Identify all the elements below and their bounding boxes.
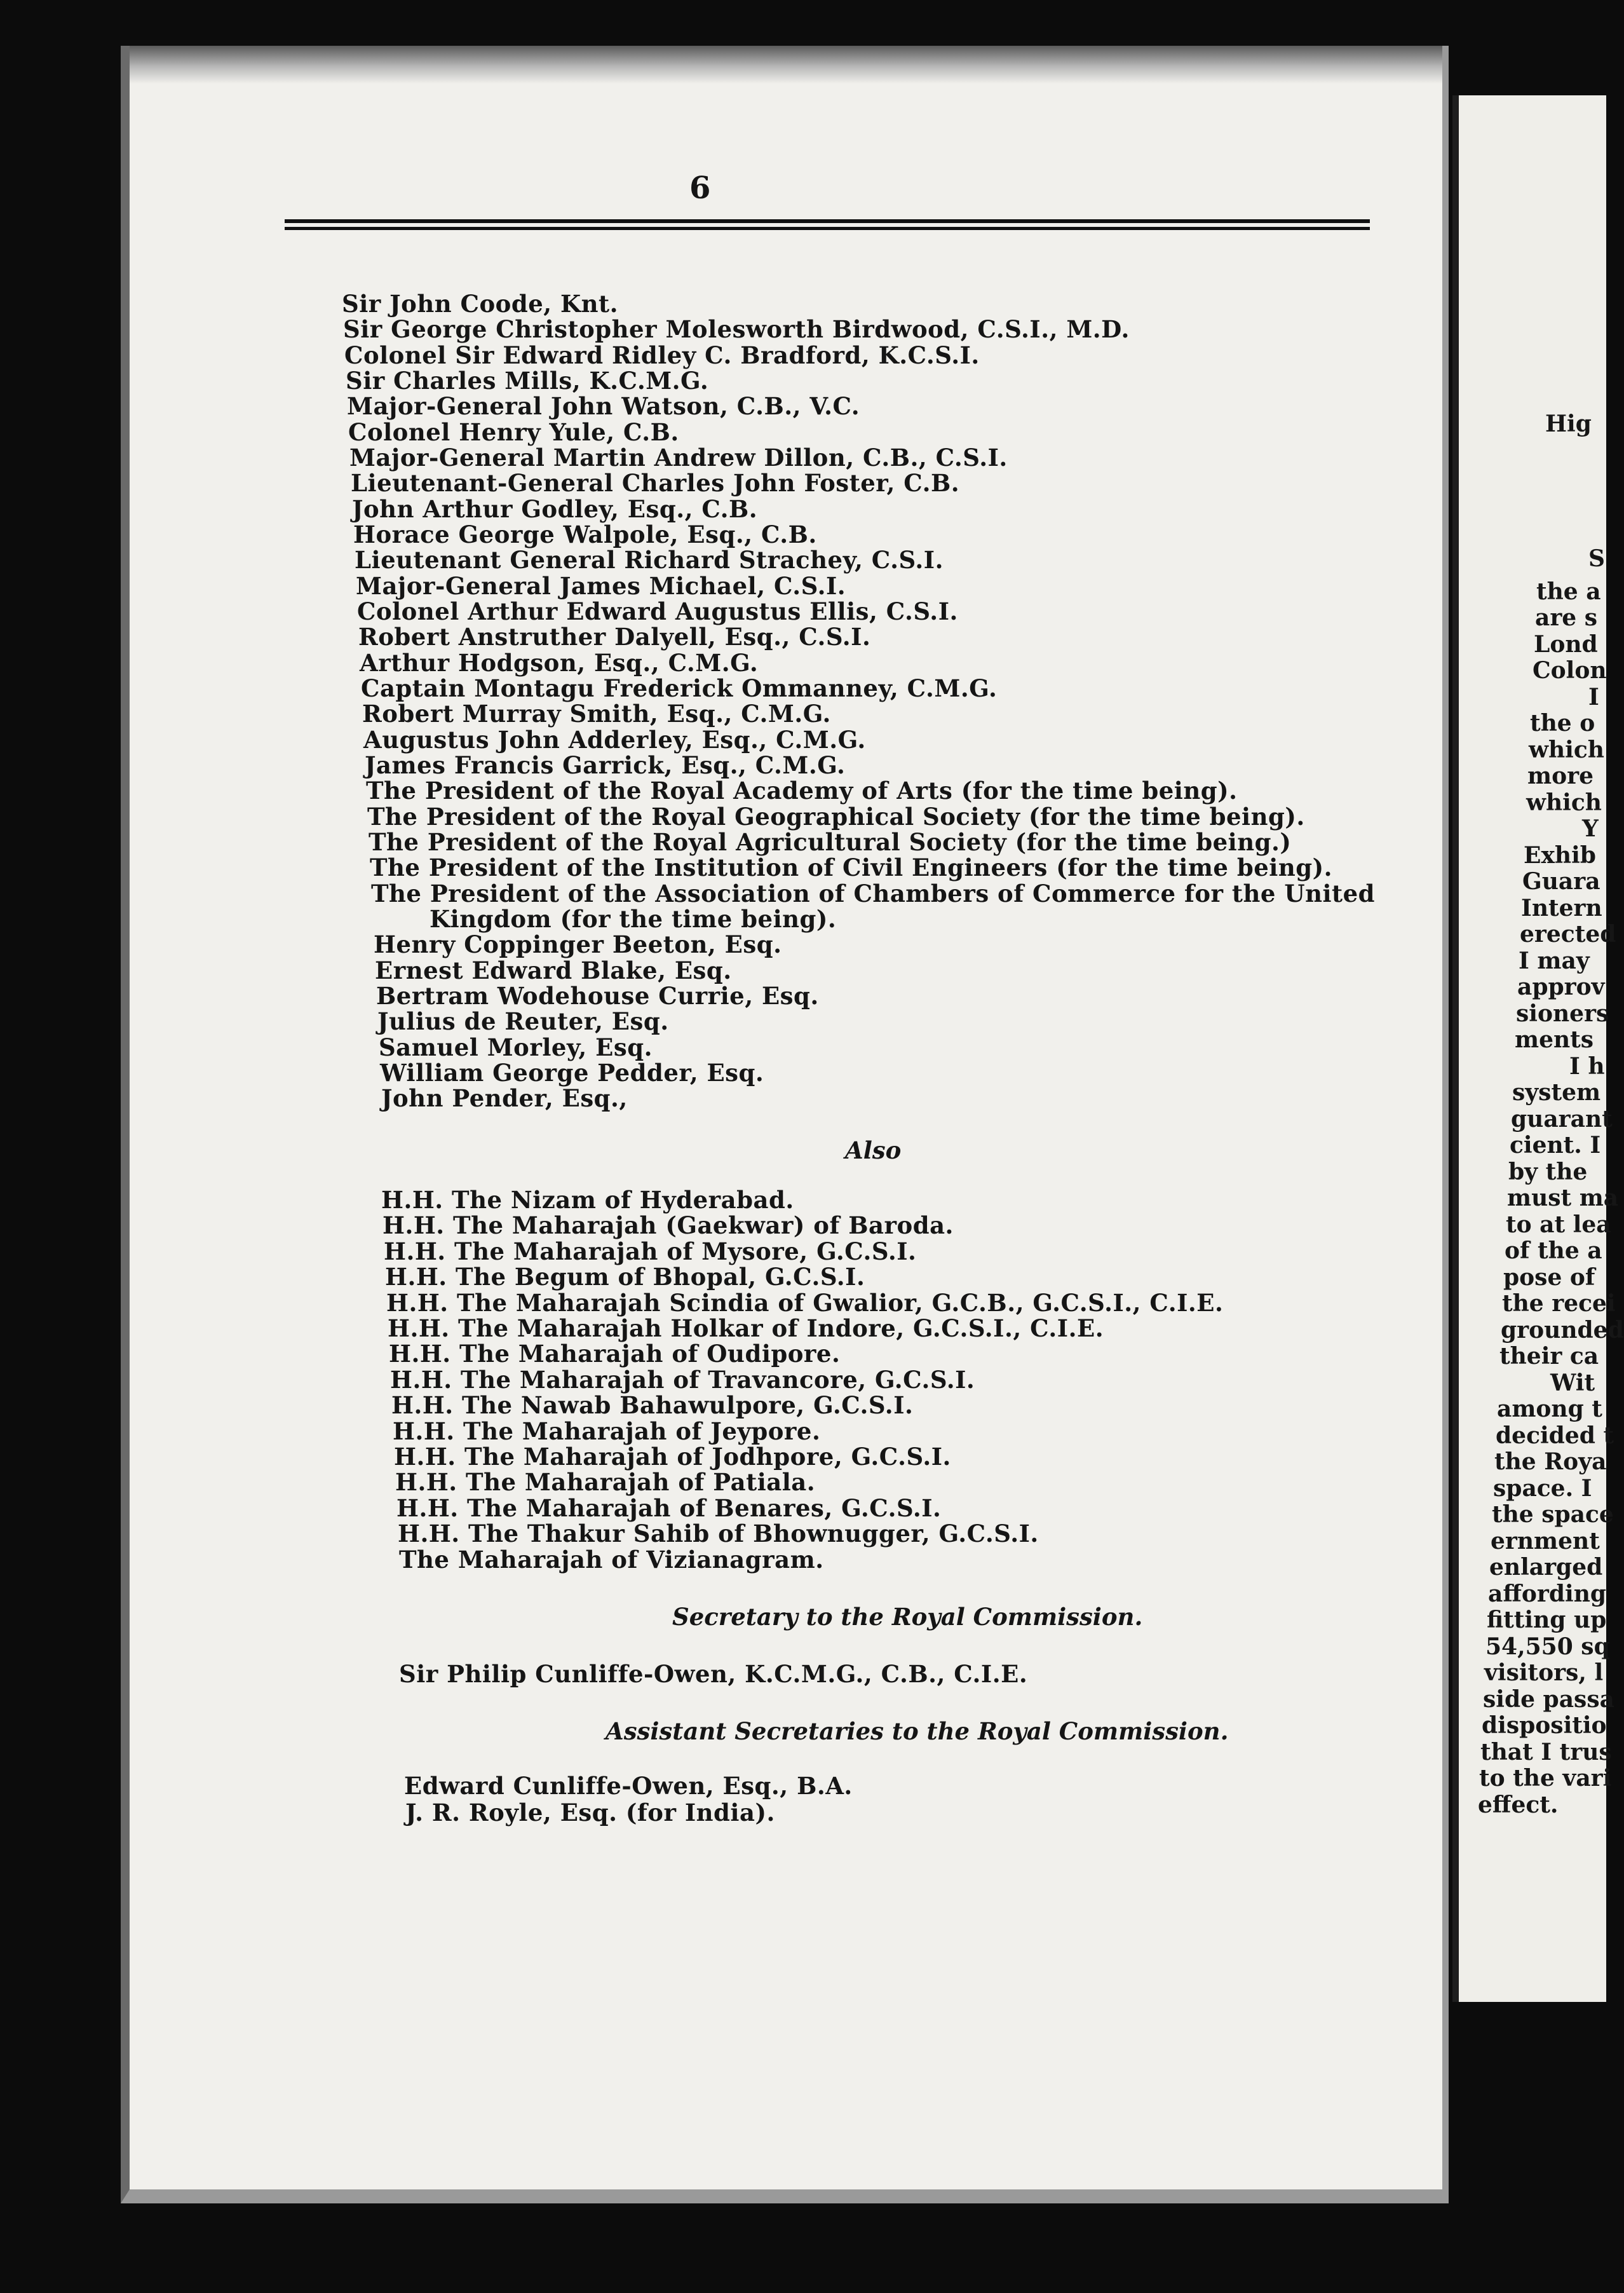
facing-text-fragment: I: [1588, 684, 1599, 711]
assistant-secretary-entry: Edward Cunliffe-Owen, Esq., B.A.: [404, 1772, 853, 1800]
facing-text-fragment: affording: [1488, 1581, 1607, 1607]
facing-text-fragment: fitting up: [1487, 1607, 1607, 1633]
facing-text-fragment: decided t: [1496, 1422, 1614, 1449]
facing-text-fragment: the o: [1530, 710, 1595, 737]
document-page: [121, 46, 1449, 2203]
facing-text-fragment: sioners: [1516, 1000, 1609, 1027]
facing-text-fragment: side passa: [1483, 1686, 1614, 1713]
member-entry: Sir Charles Mills, K.C.M.G.: [346, 367, 709, 395]
facing-text-fragment: guarant: [1511, 1106, 1613, 1133]
ruler-entry: H.H. The Maharajah of Benares, G.C.S.I.: [396, 1494, 942, 1522]
ruler-entry: The Maharajah of Vizianagram.: [399, 1546, 824, 1574]
facing-text-fragment: are s: [1535, 604, 1597, 631]
member-entry: Ernest Edward Blake, Esq.: [375, 956, 732, 984]
ruler-entry: H.H. The Maharajah Scindia of Gwalior, G.C.B., G.C.S.I., C.I.E.: [386, 1289, 1224, 1317]
ruler-entry: H.H. The Maharajah of Oudipore.: [389, 1340, 841, 1368]
secretary-heading: Secretary to the Royal Commission.: [672, 1603, 1143, 1631]
facing-text-fragment: visitors, l: [1484, 1659, 1604, 1686]
facing-text-fragment: I h: [1569, 1053, 1605, 1080]
member-entry: Samuel Morley, Esq.: [379, 1033, 653, 1061]
facing-text-fragment: ernment: [1491, 1528, 1600, 1555]
member-entry: The President of the Royal Geographical Society (for the time being).: [367, 803, 1305, 831]
facing-text-fragment: I may: [1519, 948, 1590, 974]
facing-text-fragment: Guara: [1522, 868, 1600, 895]
facing-text-fragment: to at lea: [1506, 1211, 1611, 1238]
facing-text-fragment: pose of: [1503, 1264, 1595, 1291]
member-entry: Colonel Arthur Edward Augustus Ellis, C.S.I.: [357, 597, 958, 625]
ruler-entry: H.H. The Thakur Sahib of Bhownugger, G.C.S.I.: [398, 1520, 1039, 1548]
facing-text-fragment: to the vari: [1479, 1765, 1612, 1792]
ruler-entry: H.H. The Maharajah of Travancore, G.C.S.I.: [390, 1366, 975, 1394]
facing-text-fragment: must ma: [1507, 1185, 1619, 1211]
facing-text-fragment: Wit: [1550, 1370, 1595, 1396]
member-entry: John Arthur Godley, Esq., C.B.: [352, 495, 758, 523]
member-entry: Major-General James Michael, C.S.I.: [356, 572, 846, 600]
ruler-entry: H.H. The Maharajah of Mysore, G.C.S.I.: [384, 1237, 917, 1265]
facing-text-fragment: which: [1529, 737, 1604, 763]
member-entry: Julius de Reuter, Esq.: [377, 1007, 669, 1035]
member-entry: William George Pedder, Esq.: [380, 1059, 764, 1087]
facing-text-fragment: the recei: [1502, 1290, 1616, 1317]
facing-text-fragment: system: [1512, 1079, 1601, 1106]
facing-text-fragment: effect.: [1478, 1792, 1559, 1818]
member-entry: The President of the Institution of Civil Engineers (for the time being).: [370, 854, 1332, 881]
facing-text-fragment: enlarged: [1489, 1554, 1603, 1581]
ruler-entry: H.H. The Maharajah of Patiala.: [395, 1468, 816, 1496]
member-entry: Captain Montagu Frederick Ommanney, C.M.G.: [361, 674, 998, 702]
facing-text-fragment: the Roya: [1494, 1448, 1607, 1475]
facing-text-fragment: space. I: [1493, 1475, 1592, 1502]
facing-text-fragment: Lond: [1534, 631, 1598, 658]
page-top-shadow: [130, 46, 1442, 84]
ruler-entry: H.H. The Nizam of Hyderabad.: [381, 1186, 794, 1214]
member-entry: Robert Murray Smith, Esq., C.M.G.: [362, 700, 831, 728]
facing-text-fragment: ments: [1515, 1026, 1594, 1053]
facing-text-fragment: Colon: [1533, 657, 1607, 684]
facing-text-fragment: dispositio: [1482, 1712, 1607, 1739]
ruler-entry: H.H. The Maharajah (Gaekwar) of Baroda.: [382, 1211, 954, 1239]
facing-text-fragment: approv: [1517, 974, 1605, 1000]
member-entry: Bertram Wodehouse Currie, Esq.: [376, 982, 819, 1010]
ruler-entry: H.H. The Begum of Bhopal, G.C.S.I.: [385, 1263, 865, 1291]
ruler-entry: H.H. The Maharajah of Jeypore.: [393, 1417, 821, 1445]
facing-text-fragment: grounded: [1501, 1317, 1624, 1344]
member-entry: Kingdom (for the time being).: [430, 905, 837, 933]
member-entry: Augustus John Adderley, Esq., C.M.G.: [363, 726, 866, 754]
member-entry: Major-General John Watson, C.B., V.C.: [347, 392, 860, 420]
member-entry: Arthur Hodgson, Esq., C.M.G.: [360, 649, 759, 677]
facing-text-fragment: erected: [1520, 921, 1616, 948]
assistant-secretary-entry: J. R. Royle, Esq. (for India).: [405, 1799, 775, 1827]
facing-text-fragment: cient. I: [1510, 1132, 1601, 1159]
ruler-entry: H.H. The Nawab Bahawulpore, G.C.S.I.: [391, 1391, 914, 1419]
member-entry: The President of the Royal Academy of Arts (for the time being).: [366, 777, 1238, 805]
facing-text-fragment: Y: [1582, 815, 1599, 842]
member-entry: Sir George Christopher Molesworth Birdwood, C.S.I., M.D.: [343, 315, 1130, 343]
ruler-entry: H.H. The Maharajah of Jodhpore, G.C.S.I.: [394, 1443, 951, 1471]
secretary-name: Sir Philip Cunliffe-Owen, K.C.M.G., C.B., C.I.E.: [399, 1660, 1028, 1688]
facing-text-fragment: 54,550 sq: [1485, 1633, 1610, 1660]
member-entry: Sir John Coode, Knt.: [342, 290, 619, 318]
facing-text-fragment: by the: [1508, 1159, 1588, 1185]
ruler-entry: H.H. The Maharajah Holkar of Indore, G.C.S.I., C.I.E.: [388, 1314, 1104, 1342]
member-entry: The President of the Royal Agricultural Society (for the time being.): [369, 828, 1292, 856]
facing-text-fragment: that I trus: [1480, 1739, 1612, 1766]
facing-text-fragment: more: [1527, 763, 1594, 789]
facing-text-fragment: Hig: [1545, 411, 1592, 437]
header-rule-top: [285, 219, 1370, 223]
member-entry: Lieutenant-General Charles John Foster, C.B.: [351, 469, 960, 497]
member-entry: Major-General Martin Andrew Dillon, C.B., C.S.I.: [349, 444, 1008, 472]
facing-text-fragment: their ca: [1499, 1343, 1599, 1370]
facing-text-fragment: S: [1588, 545, 1605, 572]
member-entry: John Pender, Esq.,: [381, 1084, 628, 1112]
member-entry: Lieutenant General Richard Strachey, C.S.I.: [355, 546, 944, 574]
facing-text-fragment: Intern: [1521, 895, 1602, 922]
facing-text-fragment: among t: [1497, 1396, 1602, 1422]
facing-text-fragment: which: [1526, 789, 1602, 816]
member-entry: Colonel Henry Yule, C.B.: [348, 418, 679, 446]
header-rule-bottom: [285, 227, 1370, 230]
facing-text-fragment: Exhib: [1524, 842, 1596, 869]
member-entry: Robert Anstruther Dalyell, Esq., C.S.I.: [358, 623, 871, 651]
facing-text-fragment: the a: [1536, 578, 1601, 605]
facing-text-fragment: the space: [1492, 1501, 1614, 1528]
member-entry: Horace George Walpole, Esq., C.B.: [353, 521, 817, 548]
member-entry: Colonel Sir Edward Ridley C. Bradford, K.C.S.I.: [344, 341, 980, 369]
page-number: 6: [689, 170, 711, 206]
also-heading: Also: [845, 1136, 902, 1164]
facing-text-fragment: of the a: [1505, 1237, 1602, 1264]
assistant-secretaries-heading: Assistant Secretaries to the Royal Commission.: [606, 1717, 1229, 1745]
member-entry: Henry Coppinger Beeton, Esq.: [374, 930, 782, 958]
member-entry: The President of the Association of Chambers of Commerce for the United: [371, 880, 1376, 908]
member-entry: James Francis Garrick, Esq., C.M.G.: [365, 751, 846, 779]
